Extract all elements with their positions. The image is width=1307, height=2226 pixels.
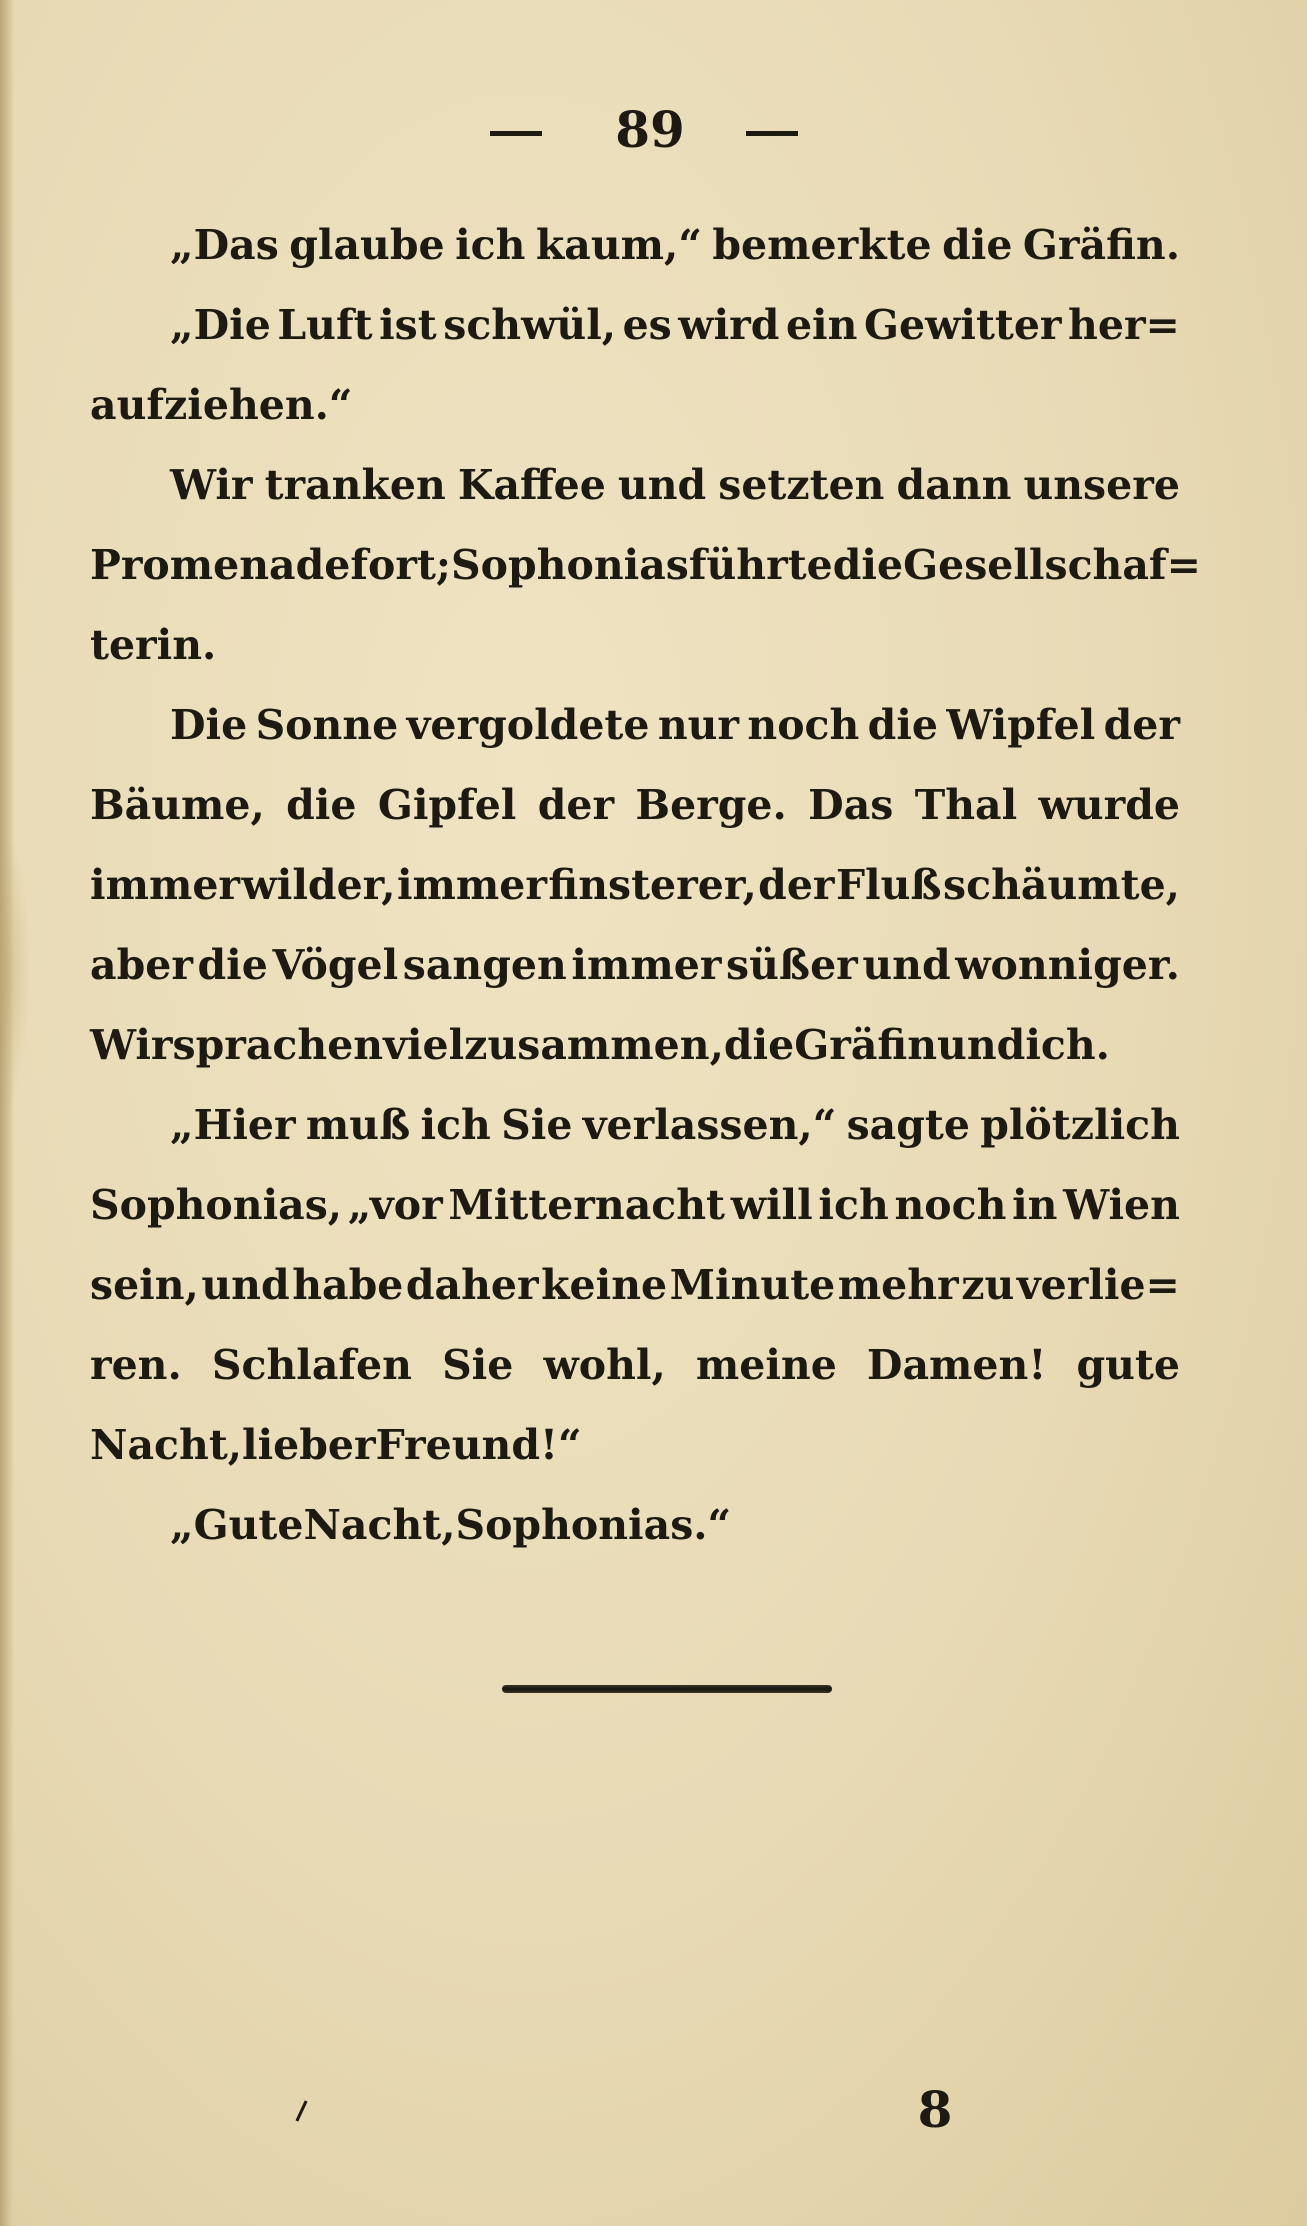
word: fort;: [350, 541, 452, 589]
word: Sophonias.“: [455, 1501, 732, 1549]
word: Nacht,: [303, 1501, 456, 1549]
word: ich: [818, 1181, 889, 1229]
text-line: [90, 1085, 1180, 1165]
word: Damen!: [866, 1341, 1047, 1389]
word: Wir: [170, 461, 253, 509]
word: Gräfin: [794, 1021, 938, 1069]
section-divider-rule: [502, 1685, 832, 1693]
word: Sophonias: [451, 541, 689, 589]
word: der: [537, 781, 615, 829]
word: Kaffee: [457, 461, 606, 509]
text-line: [90, 1485, 1180, 1565]
word: Schlafen: [211, 1341, 412, 1389]
word: der: [758, 861, 835, 909]
word: nur: [657, 701, 740, 749]
text-line: [90, 525, 1201, 605]
word: Das: [808, 781, 894, 829]
word: die: [197, 941, 268, 989]
word: keine: [541, 1261, 668, 1309]
text-line: [90, 765, 1180, 845]
word: Gesellschaf=: [903, 541, 1201, 589]
word: es: [622, 301, 672, 349]
word: Bäume,: [90, 781, 265, 829]
word: ich.: [1025, 1021, 1110, 1069]
text-line: [90, 285, 1180, 365]
word: immer: [396, 861, 547, 909]
word: ich: [420, 1101, 491, 1149]
word: Minute: [669, 1261, 836, 1309]
word: Berge.: [635, 781, 787, 829]
word: daher: [405, 1261, 539, 1309]
body-text: [90, 205, 1201, 1565]
word: die: [723, 1021, 795, 1069]
text-line: [90, 445, 1180, 525]
word: die: [867, 701, 939, 749]
word: verlie=: [1016, 1261, 1180, 1309]
word: Gewitter: [863, 301, 1062, 349]
word: aufziehen.“: [90, 381, 353, 429]
word: „Hier: [170, 1101, 296, 1149]
word: glaube: [289, 221, 445, 269]
word: sein,: [90, 1261, 199, 1309]
word: sagte: [846, 1101, 970, 1149]
text-line: [90, 365, 1180, 445]
word: setzten: [718, 461, 885, 509]
word: und: [937, 1021, 1026, 1069]
word: und: [862, 941, 951, 989]
word: bemerkte: [712, 221, 932, 269]
word: die: [942, 221, 1013, 269]
word: immer: [571, 941, 722, 989]
word: und: [201, 1261, 290, 1309]
word: tranken: [264, 461, 446, 509]
word: unsere: [1023, 461, 1180, 509]
word: ist: [379, 301, 437, 349]
word: wurde: [1038, 781, 1180, 829]
word: Wir: [90, 1021, 173, 1069]
text-line: [90, 1325, 1180, 1405]
word: Wipfel: [946, 701, 1096, 749]
word: in: [1012, 1181, 1058, 1229]
word: lieber: [242, 1421, 376, 1469]
word: Sie: [442, 1341, 514, 1389]
text-line: [90, 925, 1180, 1005]
word: „Gute: [170, 1501, 304, 1549]
word: Sophonias,: [90, 1181, 343, 1229]
word: Sie: [501, 1101, 573, 1149]
word: schwül,: [443, 301, 617, 349]
text-line: [90, 1165, 1180, 1245]
word: noch: [894, 1181, 1007, 1229]
word: viel: [383, 1021, 465, 1069]
word: Thal: [914, 781, 1018, 829]
word: „Das: [170, 221, 279, 269]
signature-mark: 8: [917, 2080, 953, 2139]
word: schäumte,: [943, 861, 1180, 909]
text-line: [90, 685, 1180, 765]
text-line: [90, 205, 1180, 285]
word: will: [730, 1181, 813, 1229]
word: Luft: [277, 301, 373, 349]
word: Die: [170, 701, 248, 749]
word: aber: [90, 941, 193, 989]
word: ren.: [90, 1341, 182, 1389]
word: meine: [695, 1341, 837, 1389]
text-line: [90, 1245, 1180, 1325]
text-line: [90, 605, 1180, 685]
word: terin.: [90, 621, 217, 669]
word: ein: [785, 301, 858, 349]
word: wohl,: [543, 1341, 666, 1389]
word: mehr: [837, 1261, 959, 1309]
word: habe: [292, 1261, 404, 1309]
word: immer: [90, 861, 241, 909]
ink-mark: [295, 2100, 307, 2121]
word: finsterer,: [548, 861, 757, 909]
word: vergoldete: [406, 701, 650, 749]
text-line: [90, 1405, 1180, 1485]
word: Vögel: [272, 941, 399, 989]
word: muß: [305, 1101, 411, 1149]
header-dash-right: [746, 131, 798, 136]
word: „vor: [347, 1181, 443, 1229]
word: „Die: [170, 301, 271, 349]
text-line: [90, 845, 1180, 925]
word: die: [286, 781, 357, 829]
word: Sonne: [255, 701, 399, 749]
word: plötzlich: [980, 1101, 1180, 1149]
word: Gräfin.: [1022, 221, 1180, 269]
word: sprachen: [172, 1021, 384, 1069]
word: und: [617, 461, 707, 509]
word: Freund!“: [375, 1421, 582, 1469]
word: Fluß: [835, 861, 942, 909]
word: die: [832, 541, 904, 589]
word: führte: [688, 541, 833, 589]
header-dash-left: [490, 131, 542, 136]
word: verlassen,“: [582, 1101, 837, 1149]
word: Mitternacht: [448, 1181, 725, 1229]
word: zu: [961, 1261, 1015, 1309]
word: wonniger.: [955, 941, 1180, 989]
page-number: 89: [615, 100, 685, 159]
word: Nacht,: [90, 1421, 243, 1469]
word: sangen: [402, 941, 567, 989]
word: noch: [747, 701, 860, 749]
word: wird: [678, 301, 780, 349]
word: dann: [896, 461, 1012, 509]
word: zusammen,: [464, 1021, 724, 1069]
word: gute: [1076, 1341, 1180, 1389]
paper-stain: [0, 820, 30, 1120]
word: Wien: [1063, 1181, 1180, 1229]
word: süßer: [726, 941, 858, 989]
text-line: [90, 1005, 1180, 1085]
word: wilder,: [241, 861, 396, 909]
word: der: [1103, 701, 1180, 749]
page-header: [490, 95, 820, 165]
word: kaum,“: [535, 221, 702, 269]
word: Promenade: [90, 541, 351, 589]
word: ich: [455, 221, 526, 269]
word: Gipfel: [377, 781, 517, 829]
word: her=: [1068, 301, 1180, 349]
